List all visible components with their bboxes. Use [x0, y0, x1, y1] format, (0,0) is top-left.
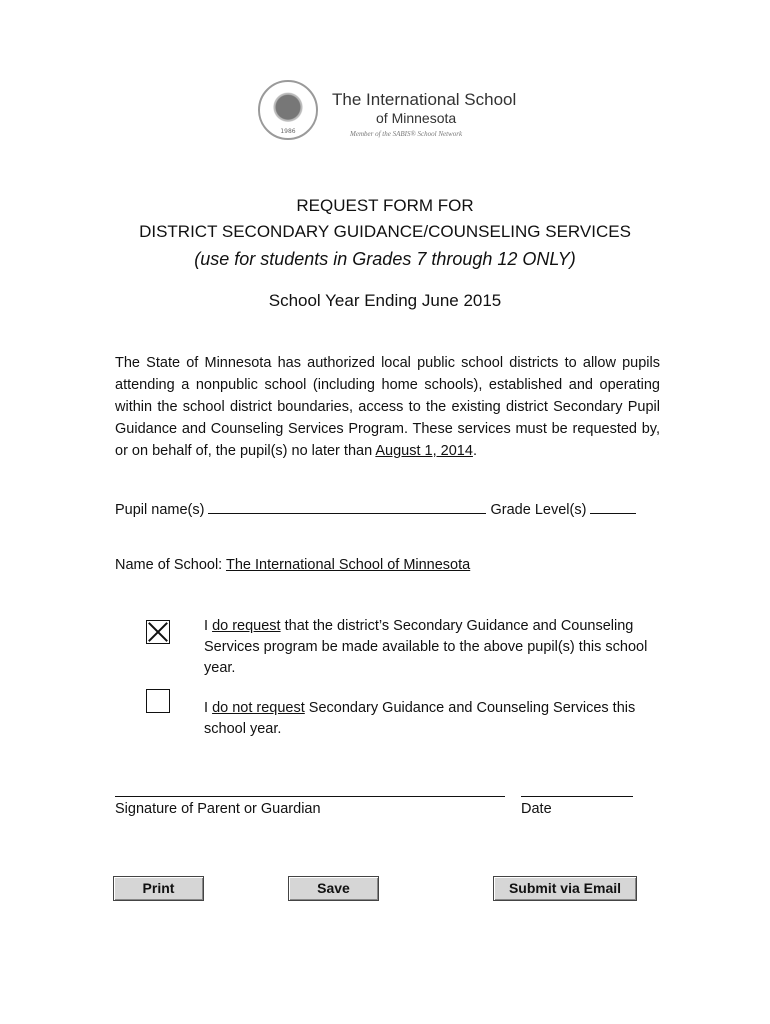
grade-level-field[interactable]: [590, 498, 636, 514]
request-checkbox[interactable]: [146, 620, 170, 644]
logo-name-line2: of Minnesota: [376, 110, 457, 126]
request-option-prefix: I: [204, 618, 213, 634]
logo-tagline: Member of the SABIS® School Network: [350, 130, 463, 138]
school-name-label: Name of School:: [115, 557, 223, 573]
no-request-option-prefix: I: [204, 700, 213, 716]
school-logo: [254, 76, 524, 146]
no-request-checkbox[interactable]: [146, 689, 170, 713]
request-option-rest: that the district’s Secondary Guidance and Counseling Services program be made available to the above pupil(s) this school year.: [204, 618, 648, 676]
intro-paragraph: [115, 352, 660, 462]
deadline-date: August 1, 2014: [375, 443, 473, 459]
pupil-row: [115, 498, 636, 518]
form-title-line2: DISTRICT SECONDARY GUIDANCE/COUNSELING SERVICES: [139, 222, 631, 241]
pupil-name-field[interactable]: [208, 498, 486, 514]
save-button[interactable]: Save: [288, 876, 379, 901]
request-option-text: [204, 616, 654, 679]
form-title-line3: (use for students in Grades 7 through 12 ONLY): [194, 249, 576, 269]
no-request-option-text: [204, 698, 654, 740]
school-row: [115, 557, 470, 573]
form-title-line1: REQUEST FORM FOR: [296, 196, 474, 215]
pupil-name-label: Pupil name(s): [115, 502, 205, 518]
intro-text-end: .: [472, 443, 477, 459]
school-seal-icon: [258, 80, 318, 140]
school-year-heading: School Year Ending June 2015: [268, 291, 502, 310]
print-button[interactable]: Print: [113, 876, 204, 901]
intro-text: The State of Minnesota has authorized local public school districts to allow pupils attending a nonpublic school (including home schools), established and operating within the school district boundaries, access to the existing district Secondary Pupil Guidance and Counseling Services Program. These services must be requested by, or on behalf of, the pupil(s) no later than: [115, 355, 660, 459]
date-field[interactable]: [521, 796, 633, 797]
logo-name-line1: The International School: [332, 90, 517, 109]
grade-level-label: Grade Level(s): [490, 502, 587, 518]
submit-email-button[interactable]: Submit via Email: [493, 876, 637, 901]
no-request-option-rest: Secondary Guidance and Counseling Services this school year.: [204, 700, 636, 737]
seal-year: 1986: [280, 128, 296, 135]
date-label: Date: [521, 801, 552, 817]
no-request-option-bold: do not request: [212, 700, 305, 716]
school-name-value: The International School of Minnesota: [225, 557, 471, 573]
request-option-bold: do request: [212, 618, 281, 634]
signature-label: Signature of Parent or Guardian: [115, 801, 321, 817]
signature-field[interactable]: [115, 796, 505, 797]
